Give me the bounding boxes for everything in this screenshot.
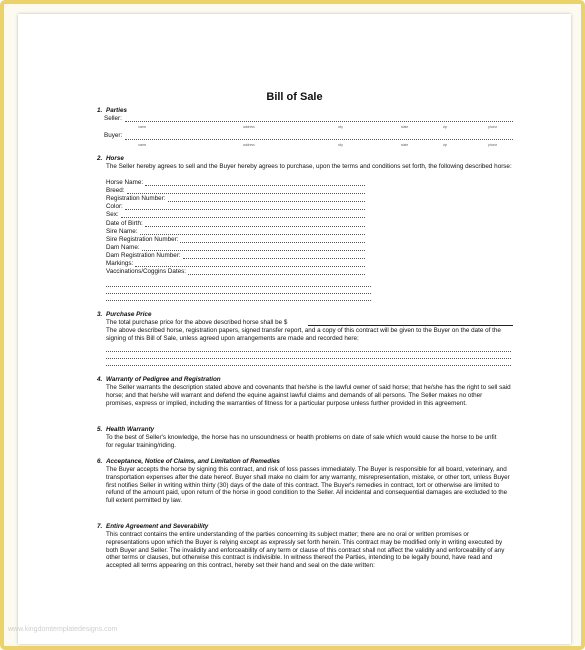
horse-field-line[interactable] xyxy=(180,242,365,243)
horse-field-row xyxy=(106,220,143,228)
horse-field-row xyxy=(106,203,123,211)
horse-field-row xyxy=(106,211,119,219)
entire-agreement-body: This contract contains the entire understanding of the parties concerning its subject matter; there are no oral or written promises or representations upon which the Buyer is relying except as expressly set forth herein. This contract may be modified only in writing executed by both Buyer and Seller. The invalidity and enforceability of any term or clause of this contract shall not affect the validity and enforceability of any other terms or clauses, but otherwise this contract is indivisible. In witness thereof the Parties, intending to be legally bound, have read and accepted all terms appearing on this contract, hereby set their hand and seal on the date written: xyxy=(106,531,505,570)
caption-address: address xyxy=(243,143,255,147)
horse-field-line[interactable] xyxy=(145,226,365,227)
arrangements-line[interactable] xyxy=(106,365,511,366)
horse-field-label: Dam Registration Number: xyxy=(106,251,181,259)
horse-intro: The Seller hereby agrees to sell and the Buyer hereby agrees to purchase, upon the terms and conditions set forth, the following described horse: xyxy=(106,163,512,170)
horse-extra-line[interactable] xyxy=(106,286,371,287)
horse-field-label: Vaccinations/Coggins Dates: xyxy=(106,268,187,276)
caption-state: state xyxy=(401,125,409,129)
horse-field-row xyxy=(106,260,133,268)
section-heading-purchase-price: 3. Purchase Price xyxy=(97,311,152,318)
caption-name: name xyxy=(138,143,147,147)
horse-extra-line[interactable] xyxy=(106,293,371,294)
horse-field-row xyxy=(106,195,166,203)
horse-field-row xyxy=(106,179,143,187)
horse-field-label: Date of Birth: xyxy=(106,219,143,227)
buyer-line[interactable] xyxy=(125,139,513,140)
caption-zip: zip xyxy=(443,125,448,129)
health-body: To the best of Seller's knowledge, the horse has no unsoundness or health problems on date of sale which would cause the horse to be unfit for regular training/riding. xyxy=(106,434,497,449)
caption-phone: phone xyxy=(488,125,498,129)
document-page xyxy=(18,14,571,644)
horse-field-label: Sex: xyxy=(106,211,119,219)
horse-field-label: Markings: xyxy=(106,260,134,267)
arrangements-line[interactable] xyxy=(106,351,511,352)
price-body: The above described horse, registration papers, signed transfer report, and a copy of this contract will be given to the Buyer on the date of the signing of this Bill of Sale, unless agreed upon arrangements are made and recorded here: xyxy=(106,327,501,342)
horse-field-row xyxy=(106,252,181,260)
caption-zip: zip xyxy=(443,143,448,147)
caption-phone: phone xyxy=(488,143,498,147)
horse-field-line[interactable] xyxy=(145,185,365,186)
seller-line[interactable] xyxy=(125,121,513,122)
buyer-field[interactable]: Buyer: xyxy=(104,132,123,139)
horse-field-label: Dam Name: xyxy=(106,243,140,251)
document-title: Bill of Sale xyxy=(266,91,323,103)
horse-field-line[interactable] xyxy=(142,250,365,251)
horse-extra-line[interactable] xyxy=(106,300,371,301)
horse-field-line[interactable] xyxy=(140,234,366,235)
horse-field-row xyxy=(106,228,138,236)
horse-field-row xyxy=(106,244,140,252)
section-heading-warranty: 4. Warranty of Pedigree and Registration xyxy=(97,376,221,383)
seller-field[interactable]: Seller: xyxy=(104,115,122,122)
horse-field-label: Horse Name: xyxy=(106,179,144,186)
price-line: The total purchase price for the above described horse shall be $ xyxy=(106,319,288,326)
horse-field-line[interactable] xyxy=(121,217,365,218)
acceptance-body: The Buyer accepts the horse by signing this contract, and risk of loss passes immediately. The Buyer is responsible for all board, veterinary, and transportation expenses after the date hereof. Buyer shall make no claim for any warranty, misrepresentation, mistake, or other tort, unless Buyer first notifies Seller in writing within thirty (30) days of the date of this contract. The Buyer's remedies in contract, tort or otherwise are limited to refund of the amount paid, upon return of the horse in good condition to the Seller. All incidental and consequential damages are excluded to the full extent permitted by law. xyxy=(106,466,510,505)
horse-field-row xyxy=(106,268,186,276)
warranty-body: The Seller warrants the description stated above and covenants that he/she is the lawful owner of said horse; that he/she has the right to sell said horse; and that he/she will warrant and defend the equine against lawful claims and demands of all persons. The Seller makes no other promises, express or implied, including the warranties of fitness for a particular purpose unless further provided in this agreement. xyxy=(106,384,511,407)
horse-field-row xyxy=(106,236,178,244)
caption-city: city xyxy=(338,125,343,129)
caption-address: address xyxy=(243,125,255,129)
horse-field-label: Registration Number: xyxy=(106,195,166,203)
horse-field-label: Sire Registration Number: xyxy=(106,235,179,243)
caption-state: state xyxy=(401,143,409,147)
section-heading-health: 5. Health Warranty xyxy=(97,426,155,433)
section-heading-horse: 2. Horse xyxy=(97,155,124,162)
horse-field-line[interactable] xyxy=(183,258,365,259)
horse-field-line[interactable] xyxy=(168,201,366,202)
price-amount-field[interactable] xyxy=(308,325,513,326)
arrangements-line[interactable] xyxy=(106,358,511,359)
watermark: www.kingdomtemplatedesigns.com xyxy=(8,626,118,633)
horse-field-row xyxy=(106,187,125,195)
horse-field-line[interactable] xyxy=(188,274,365,275)
section-heading-entire-agreement: 7. Entire Agreement and Severability xyxy=(97,523,209,530)
caption-city: city xyxy=(338,143,343,147)
horse-field-line[interactable] xyxy=(127,193,365,194)
section-heading-parties: 1. Parties xyxy=(97,107,128,114)
horse-field-line[interactable] xyxy=(125,209,365,210)
horse-field-label: Sire Name: xyxy=(106,227,138,235)
horse-field-label: Breed: xyxy=(106,187,125,195)
horse-field-line[interactable] xyxy=(135,266,365,267)
caption-name: name xyxy=(138,125,147,129)
section-heading-acceptance: 6. Acceptance, Notice of Claims, and Limitation of Remedies xyxy=(97,458,280,465)
horse-field-label: Color: xyxy=(106,203,123,211)
